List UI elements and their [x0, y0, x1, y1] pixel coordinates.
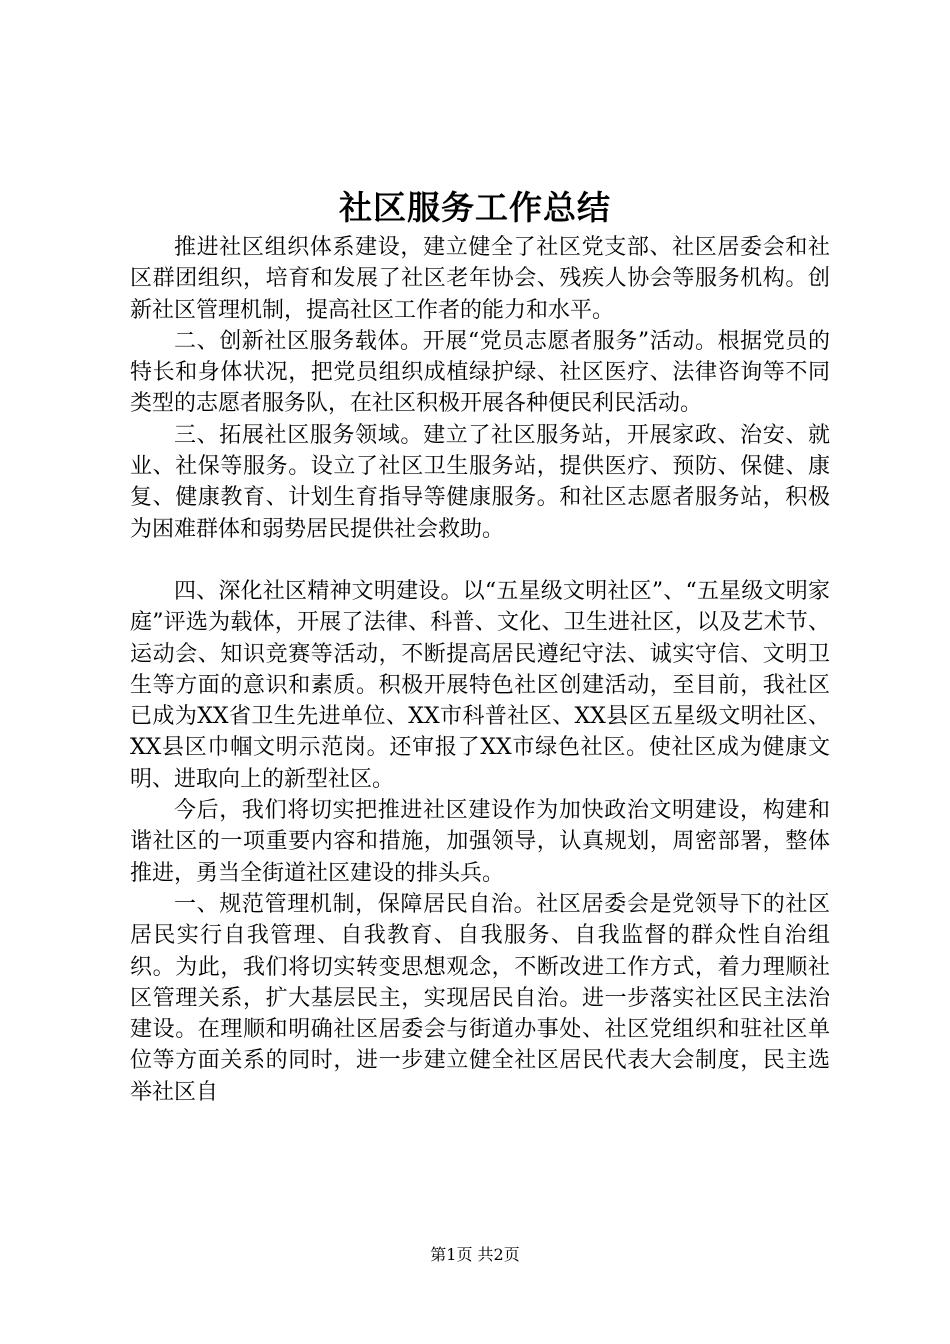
paragraph-gap: [130, 545, 830, 576]
page-number-footer: 第1页 共2页: [430, 1245, 520, 1264]
paragraph-service-carrier: 二、创新社区服务载体。开展“党员志愿者服务”活动。根据党员的特长和身体状况，把党员组织成植绿护绿、社区医疗、法律咨询等不同类型的志愿者服务队，在社区积极开展各种便民利民活动。: [130, 328, 830, 417]
document-title: 社区服务工作总结: [339, 188, 611, 227]
paragraph-service-field: 三、拓展社区服务领域。建立了社区服务站，开展家政、治安、就业、社保等服务。设立了社区卫生服务站，提供医疗、预防、保健、康复、健康教育、计划生育指导等健康服务。和社区志愿者服务站，积极为困难群体和弱势居民提供社会救助。: [130, 422, 830, 542]
paragraph-future: 今后，我们将切实把推进社区建设作为加快政治文明建设，构建和谐社区的一项重要内容和措施，加强领导，认真规划，周密部署，整体推进，勇当全街道社区建设的排头兵。: [130, 798, 830, 886]
document-body: [130, 232, 830, 1108]
paragraph-management: 一、规范管理机制，保障居民自治。社区居委会是党领导下的社区居民实行自我管理、自我教育、自我服务、自我监督的群众性自治组织。为此，我们将切实转变思想观念，不断改进工作方式，着力理顺社区管理关系，扩大基层民主，实现居民自治。进一步落实社区民主法治建设。在理顺和明确社区居委会与街道办事处、社区党组织和驻社区单位等方面关系的同时，进一步建立健全社区居民代表大会制度，民主选举社区自: [130, 891, 830, 1105]
paragraph-civilization: 四、深化社区精神文明建设。以“五星级文明社区”、“五星级文明家庭”评选为载体，开展了法律、科普、文化、卫生进社区，以及艺术节、运动会、知识竞赛等活动，不断提高居民遵纪守法、诚实守信、文明卫生等方面的意识和素质。积极开展特色社区创建活动，至目前，我社区已成为XX省卫生先进单位、XX市科普社区、XX县区五星级文明社区、XX县区巾帼文明示范岗。还审报了XX市绿色社区。使社区成为健康文明、进取向上的新型社区。: [130, 578, 830, 792]
paragraph-organization: 推进社区组织体系建设，建立健全了社区党支部、社区居委会和社区群团组织，培育和发展了社区老年协会、残疾人协会等服务机构。创新社区管理机制，提高社区工作者的能力和水平。: [130, 235, 830, 323]
